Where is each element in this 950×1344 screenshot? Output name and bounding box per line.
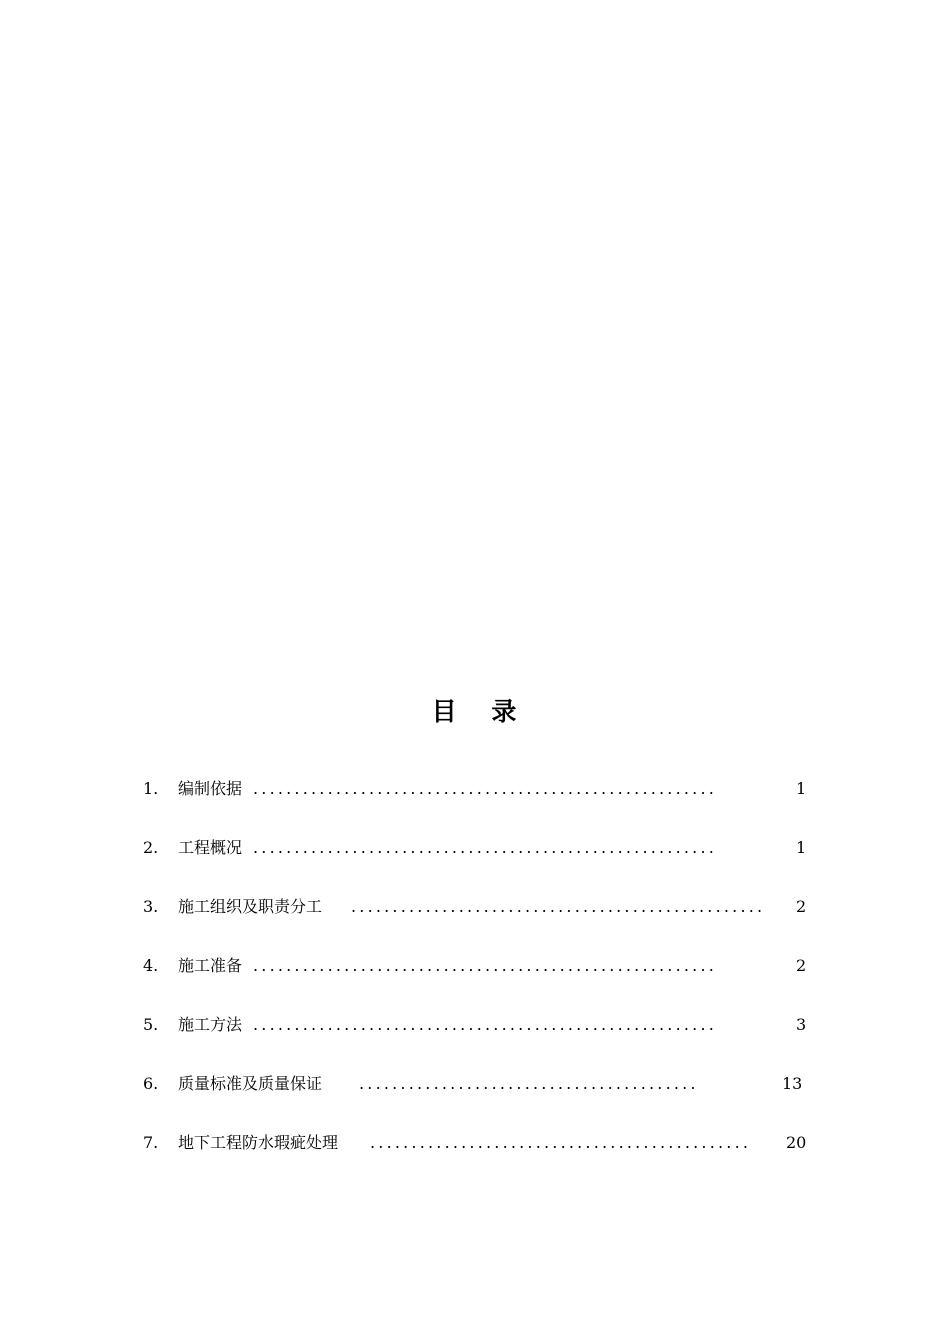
toc-entry-7[interactable] bbox=[0, 1129, 950, 1157]
toc-entry-number: 7. bbox=[143, 1133, 159, 1152]
toc-entry-title: 施工准备 bbox=[178, 956, 243, 975]
toc-entry-3[interactable] bbox=[0, 893, 950, 921]
toc-entry-number: 2. bbox=[143, 838, 159, 857]
toc-leader-dots: ........................................................ bbox=[253, 779, 718, 798]
toc-entry-page: 1 bbox=[796, 838, 807, 857]
toc-leader-dots: ........................................................ bbox=[253, 956, 718, 975]
toc-entry-page: 13 bbox=[782, 1074, 803, 1093]
toc-entry-page: 2 bbox=[796, 956, 807, 975]
toc-entry-6[interactable] bbox=[0, 1070, 950, 1098]
toc-entry-1[interactable] bbox=[0, 775, 950, 803]
toc-entry-title: 施工组织及职责分工 bbox=[178, 897, 323, 916]
toc-leader-dots: .................................................. bbox=[351, 897, 766, 916]
toc-entry-4[interactable] bbox=[0, 952, 950, 980]
toc-entry-title: 质量标准及质量保证 bbox=[178, 1074, 323, 1093]
toc-leader-dots: ......................................... bbox=[359, 1074, 699, 1093]
toc-entry-5[interactable] bbox=[0, 1011, 950, 1039]
toc-entry-title: 地下工程防水瑕疵处理 bbox=[178, 1133, 339, 1152]
toc-leader-dots: ........................................................ bbox=[253, 838, 718, 857]
toc-leader-dots: .............................................. bbox=[370, 1133, 752, 1152]
toc-entry-page: 1 bbox=[796, 779, 807, 798]
toc-entry-2[interactable] bbox=[0, 834, 950, 862]
toc-leader-dots: ........................................................ bbox=[253, 1015, 718, 1034]
toc-entry-number: 5. bbox=[143, 1015, 159, 1034]
toc-entry-page: 20 bbox=[786, 1133, 807, 1152]
toc-entry-number: 4. bbox=[143, 956, 159, 975]
toc-entry-number: 3. bbox=[143, 897, 159, 916]
toc-title: 目 录 bbox=[431, 697, 519, 726]
toc-entry-number: 6. bbox=[143, 1074, 159, 1093]
toc-entry-page: 2 bbox=[796, 897, 807, 916]
toc-entry-number: 1. bbox=[143, 779, 159, 798]
toc-entry-title: 工程概况 bbox=[178, 838, 243, 857]
toc-entry-page: 3 bbox=[796, 1015, 807, 1034]
toc-entry-title: 施工方法 bbox=[178, 1015, 243, 1034]
toc-entry-title: 编制依据 bbox=[178, 779, 243, 798]
